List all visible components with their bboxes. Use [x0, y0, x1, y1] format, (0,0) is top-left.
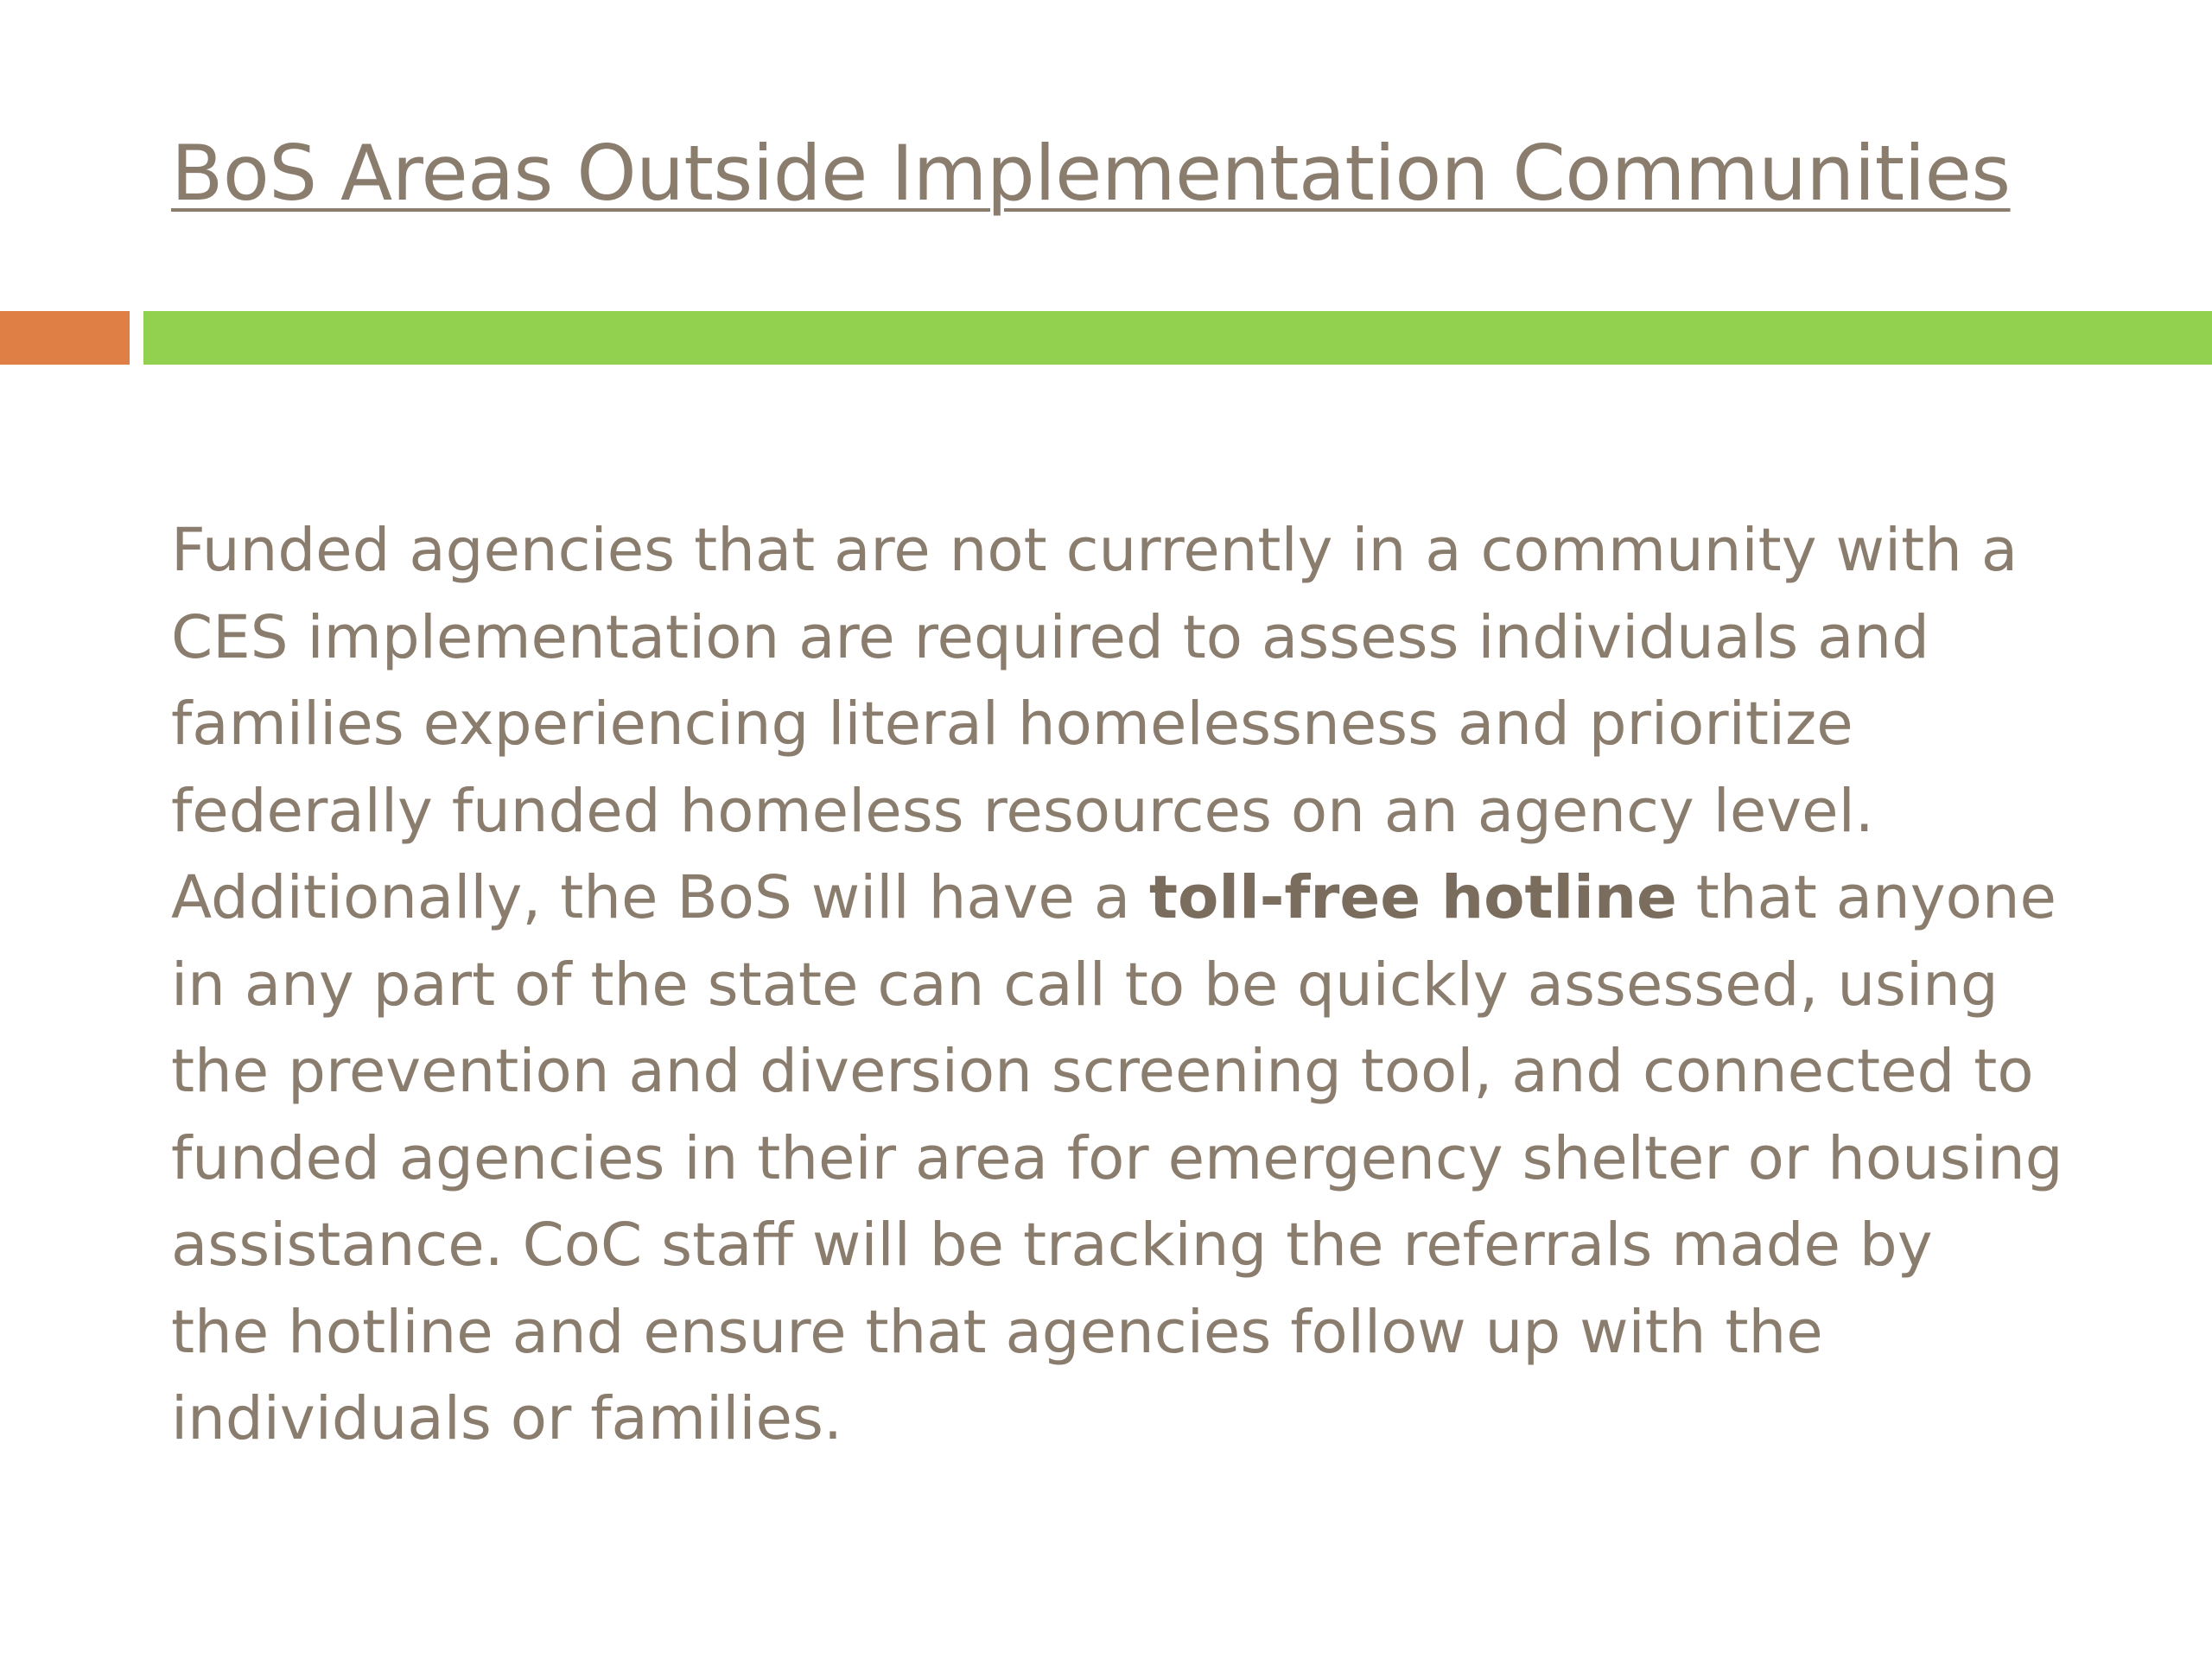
body-line: individuals or families. [171, 1384, 842, 1453]
body-text-segment: that anyone [1676, 863, 2057, 932]
body-line: CES implementation are required to assess individuals and [171, 602, 1929, 672]
body-line: funded agencies in their area for emergency shelter or housing [171, 1123, 2063, 1193]
body-line-with-emphasis [171, 855, 2107, 942]
body-line: families experiencing literal homelessness and prioritize [171, 690, 1853, 759]
body-line: assistance. CoC staff will be tracking the referrals made by [171, 1211, 1933, 1280]
body-line: federally funded homeless resources on an agency level. [171, 776, 1874, 846]
body-line: in any part of the state can call to be quickly assessed, using [171, 950, 1999, 1020]
accent-bar [0, 311, 130, 365]
hotline-emphasis: toll-free hotline [1149, 863, 1677, 932]
body-line: the prevention and diversion screening tool, and connected to [171, 1037, 2034, 1106]
body-line: the hotline and ensure that agencies follow up with the [171, 1297, 1823, 1367]
title-divider-bar [143, 311, 2212, 365]
slide-body-text [171, 507, 2107, 1463]
body-text-segment: Additionally, the BoS will have a [171, 863, 1150, 932]
body-line: Funded agencies that are not currently in a community with a [171, 516, 2018, 585]
slide-title: BoS Areas Outside Implementation Communities [171, 129, 2011, 218]
